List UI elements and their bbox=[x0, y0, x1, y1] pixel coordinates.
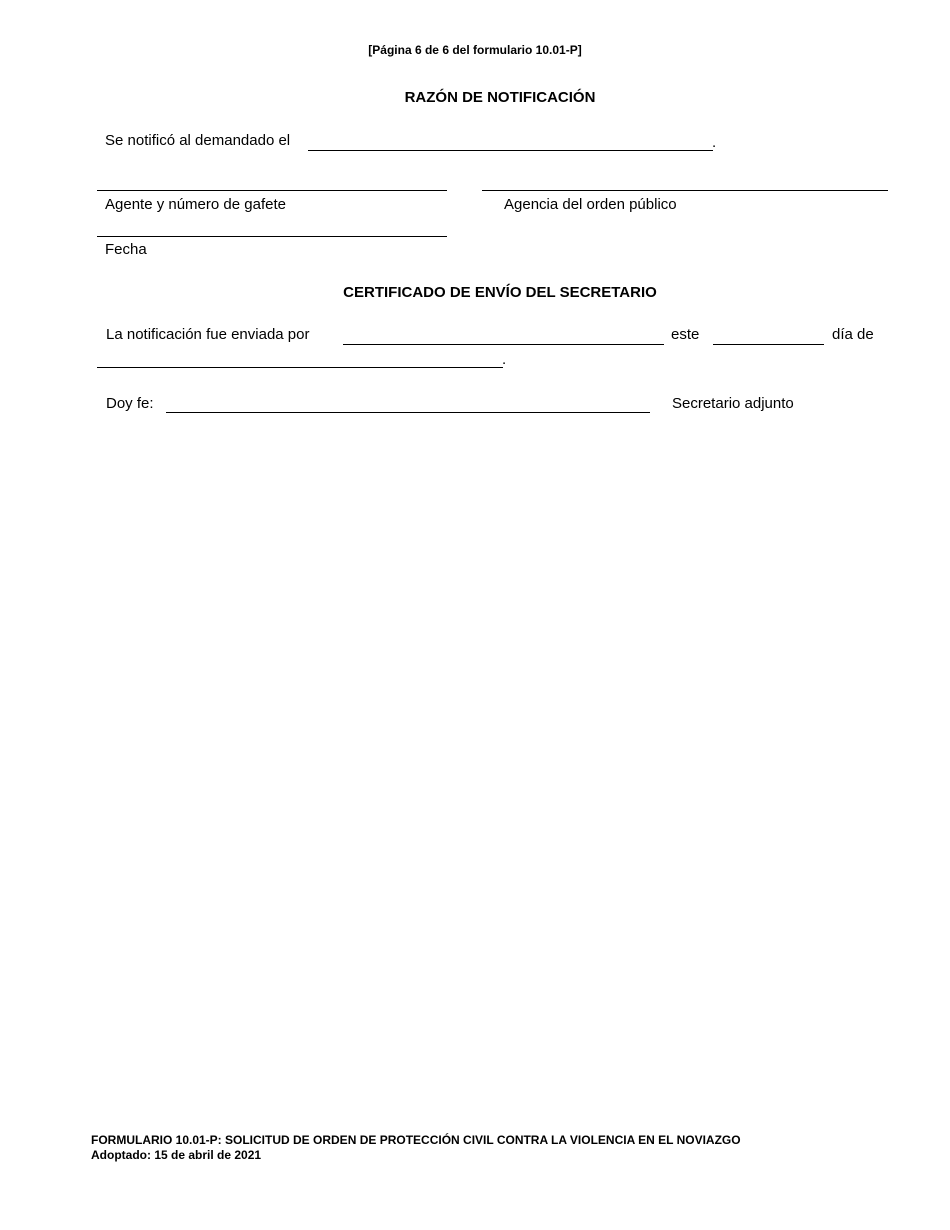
service-date-field[interactable] bbox=[97, 236, 447, 237]
date-label: Fecha bbox=[105, 241, 147, 258]
page-header: [Página 6 de 6 del formulario 10.01-P] bbox=[368, 43, 582, 57]
day-field[interactable] bbox=[713, 344, 824, 345]
agency-label: Agencia del orden público bbox=[504, 196, 677, 213]
officer-label: Agente y número de gafete bbox=[105, 196, 286, 213]
deputy-clerk-label: Secretario adjunto bbox=[672, 395, 794, 412]
attest-label: Doy fe: bbox=[106, 395, 154, 412]
day-of-label: día de bbox=[832, 326, 874, 343]
served-date-field[interactable] bbox=[308, 150, 713, 151]
sent-period: . bbox=[502, 351, 507, 368]
sent-by-label: La notificación fue enviada por bbox=[106, 326, 310, 343]
footer-adopted-line: Adoptado: 15 de abril de 2021 bbox=[91, 1148, 262, 1162]
sent-by-field[interactable] bbox=[343, 344, 664, 345]
served-label: Se notificó al demandado el bbox=[105, 132, 291, 149]
month-year-field[interactable] bbox=[97, 367, 503, 368]
officer-signature-field[interactable] bbox=[97, 190, 447, 191]
footer-form-line: FORMULARIO 10.01-P: SOLICITUD DE ORDEN DE PROTECCIÓN CIVIL CONTRA LA VIOLENCIA EN EL NOVIAZGO bbox=[91, 1133, 741, 1147]
served-period: . bbox=[712, 134, 717, 151]
this-label: este bbox=[671, 326, 700, 343]
deputy-clerk-signature-field[interactable] bbox=[166, 412, 650, 413]
service-return-title: RAZÓN DE NOTIFICACIÓN bbox=[404, 89, 596, 106]
agency-field[interactable] bbox=[482, 190, 888, 191]
clerk-certificate-title: CERTIFICADO DE ENVÍO DEL SECRETARIO bbox=[343, 284, 657, 301]
